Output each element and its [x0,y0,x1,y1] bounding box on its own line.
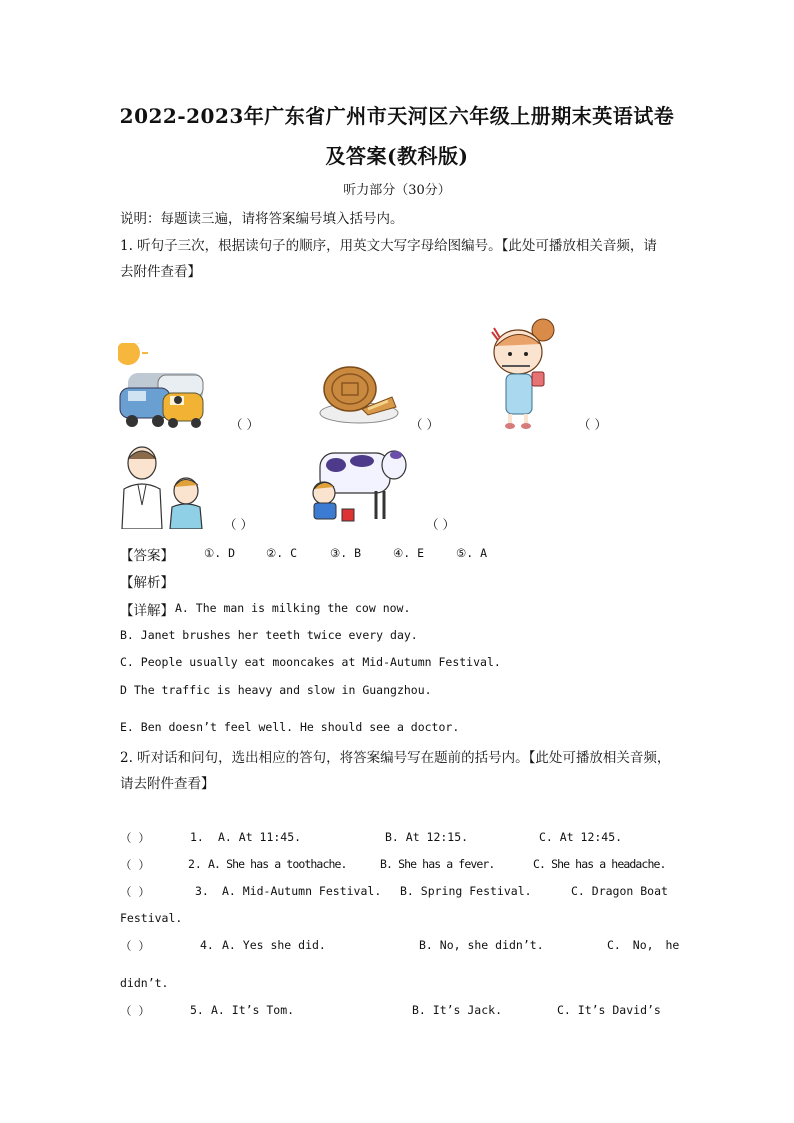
answer-item: ②. C [266,546,298,560]
answer-item: ①. D [204,546,236,560]
detail-label: 【详解】 [120,603,174,619]
traffic-jam-icon [118,343,208,431]
q2-item-2-option-b: B. She has a fever. [380,857,495,871]
q2-item-4-blank: （ ） [120,939,150,953]
q2-item-5-blank: （ ） [120,1004,150,1018]
mooncake-icon [318,363,400,425]
detail-line: C. People usually eat mooncakes at Mid-Autumn Festival. [120,655,501,669]
q1-blank-4: （ ） [224,517,253,532]
q2-item-3-option-c: C. Dragon Boat [571,884,668,898]
q2-item-4-option-c: C. No, he [607,938,680,952]
q2-item-2-number: 2. [188,857,202,871]
q2-item-1-option-b: B. At 12:15. [385,830,469,844]
boy-milking-cow-icon [306,445,408,529]
q2-item-1-number: 1. [190,830,204,844]
q2-item-3-blank: （ ） [120,885,150,899]
q1-prompt-line-1: 1. 听句子三次，根据读句子的顺序，用英文大写字母给图编号。【此处可播放相关音频，请 [120,238,657,254]
answer-item: ④. E [393,546,425,560]
q2-item-3-option-b: B. Spring Festival. [400,884,532,898]
q1-blank-2: （ ） [410,417,439,432]
q1-blank-3: （ ） [578,417,607,432]
q2-item-4-number: 4. [200,938,214,952]
q2-item-3-option-a: A. Mid-Autumn Festival. [222,884,382,898]
detail-line: D The traffic is heavy and slow in Guangzhou. [120,683,432,697]
q2-item-3-number: 3. [195,884,209,898]
q2-item-1-option-a: A. At 11:45. [218,830,302,844]
q2-item-4-continuation: didn’t. [120,976,169,990]
q2-item-5-option-c: C. It’s David’s [557,1003,661,1017]
q2-item-4-option-b: B. No, she didn’t. [419,938,544,952]
answer-item: ⑤. A [456,546,488,560]
q1-blank-5: （ ） [426,517,455,532]
instructions: 说明：每题读三遍，请将答案编号填入括号内。 [120,211,404,227]
analysis-label: 【解析】 [120,575,174,591]
q2-item-5-option-b: B. It’s Jack. [412,1003,503,1017]
q2-item-2-option-a: A. She has a toothache. [208,857,347,871]
detail-line: B. Janet brushes her teeth twice every day. [120,628,418,642]
q2-item-5-option-a: A. It’s Tom. [211,1003,295,1017]
answer-label: 【答案】 [120,548,174,564]
q2-item-2-blank: （ ） [120,858,150,872]
girl-brushing-teeth-icon [488,318,556,430]
detail-line: A. The man is milking the cow now. [175,601,411,615]
q2-prompt-line-2: 请去附件查看】 [120,776,215,792]
q2-item-4-option-a: A. Yes she did. [222,938,326,952]
detail-line: E. Ben doesn’t feel well. He should see a doctor. [120,720,460,734]
answer-item: ③. B [330,546,362,560]
q2-item-2-option-c: C. She has a headache. [533,857,666,871]
doctor-and-boy-icon [118,445,204,529]
q2-item-3-continuation: Festival. [120,911,183,925]
section-heading: 听力部分（30分） [343,183,451,198]
q2-prompt-line-1: 2. 听对话和问句，选出相应的答句，将答案编号写在题前的括号内。【此处可播放相关音频， [120,750,671,766]
q1-prompt-line-2: 去附件查看】 [120,264,201,280]
q2-item-1-blank: （ ） [120,831,150,845]
q2-item-5-number: 5. [190,1003,204,1017]
q1-blank-1: （ ） [230,417,259,432]
q2-item-1-option-c: C. At 12:45. [539,830,623,844]
document-title-line-2: 及答案(教科版) [325,144,469,168]
document-title-line-1: 2022-2023年广东省广州市天河区六年级上册期末英语试卷 [119,104,675,128]
